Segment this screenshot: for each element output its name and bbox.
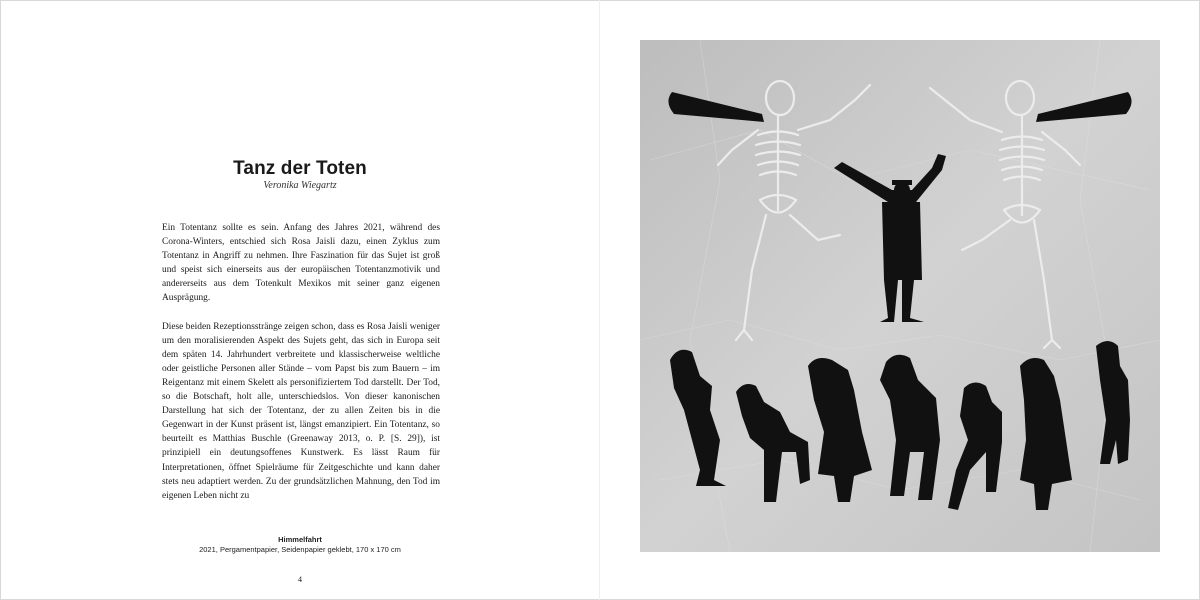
- artwork-illustration: [640, 40, 1160, 552]
- body-text: [162, 221, 440, 517]
- paragraph: Ein Totentanz sollte es sein. Anfang des Jahres 2021, während des Corona-Winters, entschied sich Rosa Jaisli dazu, einen Zyklus zum Totentanz in Angriff zu nehmen. Ihre Faszination für das Sujet ist groß und speist sich einerseits aus der europäischen Totentanzmotivik und andererseits aus dem Totenkult Mexikos mit seiner ganz eigenen Ausprägung.: [162, 223, 440, 304]
- caption-title: Himmelfahrt: [278, 535, 322, 544]
- page-title: Tanz der Toten: [233, 158, 367, 179]
- caption-details: 2021, Pergamentpapier, Seidenpapier geklebt, 170 x 170 cm: [199, 545, 401, 554]
- author-name: Veronika Wiegartz: [263, 180, 337, 191]
- artwork-caption: [150, 535, 450, 555]
- artwork-image: [640, 40, 1160, 552]
- paragraph: Diese beiden Rezeptionsstränge zeigen schon, dass es Rosa Jaisli weniger um den moralisierenden Aspekt des Sujets geht, das sich in Europa seit dem späten 14. Jahrhundert verbreitete und klassischerweise weltliche oder geistliche Personen aller Stände – vom Papst bis zum Bauern – im Reigentanz mit einem Skelett als personifiziertem Tod darstellt. Der Tod, so die Botschaft, holt alle, unterschiedslos. Von dieser kanonischen Darstellung hat sich der Totentanz, der zu allen Zeiten bis in die Gegenwart in der Kunst präsent ist, längst emanzipiert. Ein Totentanz, so beurteilt es Matthias Buschle (Greenaway 2013, o. P. [S. 29]), ist prinzipiell ein deutungsoffenes Kunstwerk. Es lässt Raum für Interpretationen, öffnet Spielräume für Zeitgeschichte und kann daher stets neu adaptiert werden. Zu der grundsätzlichen Mahnung, den Tod im eigenen Leben nicht zu: [162, 321, 440, 501]
- page-number: 4: [298, 575, 302, 584]
